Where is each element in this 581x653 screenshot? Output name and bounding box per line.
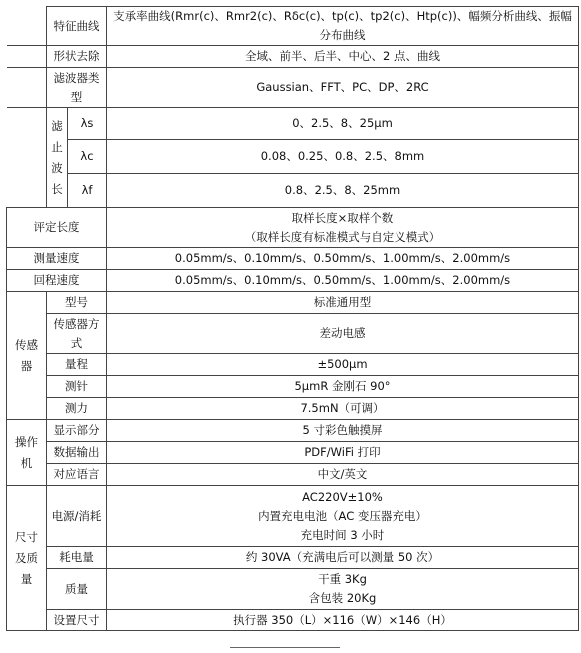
power-line: 内置充电电池（AC 变压器充电） bbox=[258, 508, 427, 523]
row-sensor-force bbox=[7, 398, 579, 420]
operator-language-label: 对应语言 bbox=[47, 464, 107, 486]
row-sensor-range bbox=[7, 354, 579, 376]
dimensions-label: 设置尺寸 bbox=[47, 610, 107, 631]
operator-group-label bbox=[7, 420, 47, 486]
sensor-stylus-label: 测针 bbox=[47, 376, 107, 398]
row-sensor-stylus bbox=[7, 376, 579, 398]
sensor-model-label: 型号 bbox=[47, 292, 107, 314]
bottom-rule bbox=[230, 647, 340, 651]
form-removal-label: 形状去除 bbox=[47, 46, 107, 68]
lambda-c-value: 0.08、0.25、0.8、2.5、8mm bbox=[107, 140, 579, 174]
characteristic-curve-label: 特征曲线 bbox=[47, 7, 107, 46]
cutoff-group-char: 止 bbox=[51, 139, 63, 154]
sensor-group-line: 传感 bbox=[15, 337, 38, 352]
operator-output-value: PDF/WiFi 打印 bbox=[107, 442, 579, 464]
evaluation-length-line: （取样长度有标准模式与自定义模式） bbox=[244, 229, 441, 244]
row-lambda-s bbox=[7, 108, 579, 140]
blank-cell bbox=[7, 68, 47, 108]
row-sensor-model bbox=[7, 292, 579, 314]
size-weight-group-line: 尺寸 bbox=[15, 529, 38, 544]
operator-display-label: 显示部分 bbox=[47, 420, 107, 442]
evaluation-length-line: 取样长度×取样个数 bbox=[291, 210, 394, 225]
measure-speed-value: 0.05mm/s、0.10mm/s、0.50mm/s、1.00mm/s、2.00mm/s bbox=[107, 248, 579, 270]
sensor-force-label: 测力 bbox=[47, 398, 107, 420]
cutoff-group-label bbox=[47, 108, 68, 208]
operator-group-line: 操作 bbox=[15, 434, 38, 449]
lambda-c-label: λc bbox=[68, 140, 107, 174]
cutoff-group-char: 波 bbox=[51, 160, 63, 175]
row-operator-display bbox=[7, 420, 579, 442]
filter-type-value: Gaussian、FFT、PC、DP、2RC bbox=[107, 68, 579, 108]
consumption-label: 耗电量 bbox=[47, 547, 107, 569]
evaluation-length-value bbox=[107, 208, 579, 248]
row-operator-output bbox=[7, 442, 579, 464]
return-speed-value: 0.05mm/s、0.10mm/s、0.50mm/s、1.00mm/s、2.00mm/s bbox=[107, 270, 579, 292]
row-evaluation-length bbox=[7, 208, 579, 248]
sensor-type-label: 传感器方式 bbox=[47, 314, 107, 354]
sensor-range-value: ±500μm bbox=[107, 354, 579, 376]
size-weight-group-line: 及质 bbox=[15, 550, 38, 565]
row-form-removal bbox=[7, 46, 579, 68]
sensor-type-value: 差动电感 bbox=[107, 314, 579, 354]
power-value bbox=[107, 486, 579, 547]
power-label: 电源/消耗 bbox=[47, 486, 107, 547]
lambda-f-value: 0.8、2.5、8、25mm bbox=[107, 174, 579, 208]
characteristic-curve-value: 支承率曲线(Rmr(c)、Rmr2(c)、Rδc(c)、tp(c)、tp2(c)、Htp(c))、幅频分析曲线、振幅分布曲线 bbox=[107, 7, 579, 46]
sensor-range-label: 量程 bbox=[47, 354, 107, 376]
operator-display-value: 5 寸彩色触摸屏 bbox=[107, 420, 579, 442]
row-measure-speed bbox=[7, 248, 579, 270]
evaluation-length-label: 评定长度 bbox=[7, 208, 107, 248]
row-return-speed bbox=[7, 270, 579, 292]
row-lambda-f bbox=[7, 174, 579, 208]
row-dimensions bbox=[7, 610, 579, 631]
measure-speed-label: 测量速度 bbox=[7, 248, 107, 270]
filter-type-label: 滤波器类型 bbox=[47, 68, 107, 108]
sensor-group-line: 器 bbox=[20, 358, 33, 373]
sensor-stylus-value: 5μmR 金刚石 90° bbox=[107, 376, 579, 398]
row-power bbox=[7, 486, 579, 547]
sensor-force-value: 7.5mN（可调） bbox=[107, 398, 579, 420]
size-weight-group-line: 量 bbox=[20, 571, 33, 586]
row-lambda-c bbox=[7, 140, 579, 174]
row-mass bbox=[7, 569, 579, 610]
size-weight-group-label bbox=[7, 486, 47, 631]
mass-label: 质量 bbox=[47, 569, 107, 610]
cutoff-group-char: 滤 bbox=[51, 118, 63, 133]
cutoff-group-char: 长 bbox=[51, 181, 63, 196]
power-line: AC220V±10% bbox=[302, 489, 383, 504]
return-speed-label: 回程速度 bbox=[7, 270, 107, 292]
spec-table bbox=[6, 6, 579, 631]
sensor-model-value: 标准通用型 bbox=[107, 292, 579, 314]
dimensions-value: 执行器 350（L）×116（W）×146（H） bbox=[107, 610, 579, 631]
form-removal-value: 全域、前半、后半、中心、2 点、曲线 bbox=[107, 46, 579, 68]
lambda-f-label: λf bbox=[68, 174, 107, 208]
blank-cell bbox=[7, 108, 47, 208]
power-line: 充电时间 3 小时 bbox=[300, 527, 385, 542]
row-consumption bbox=[7, 547, 579, 569]
operator-output-label: 数据输出 bbox=[47, 442, 107, 464]
row-filter-type bbox=[7, 68, 579, 108]
blank-cell bbox=[7, 7, 47, 46]
row-operator-language bbox=[7, 464, 579, 486]
mass-value bbox=[107, 569, 579, 610]
row-sensor-type bbox=[7, 314, 579, 354]
lambda-s-value: 0、2.5、8、25μm bbox=[107, 108, 579, 140]
lambda-s-label: λs bbox=[68, 108, 107, 140]
row-characteristic-curve bbox=[7, 7, 579, 46]
consumption-value: 约 30VA（充满电后可以测量 50 次） bbox=[107, 547, 579, 569]
operator-group-line: 机 bbox=[20, 455, 33, 470]
mass-line: 含包装 20Kg bbox=[308, 591, 377, 605]
blank-cell bbox=[7, 46, 47, 68]
mass-line: 干重 3Kg bbox=[318, 572, 367, 586]
operator-language-value: 中文/英文 bbox=[107, 464, 579, 486]
sensor-group-label bbox=[7, 292, 47, 420]
